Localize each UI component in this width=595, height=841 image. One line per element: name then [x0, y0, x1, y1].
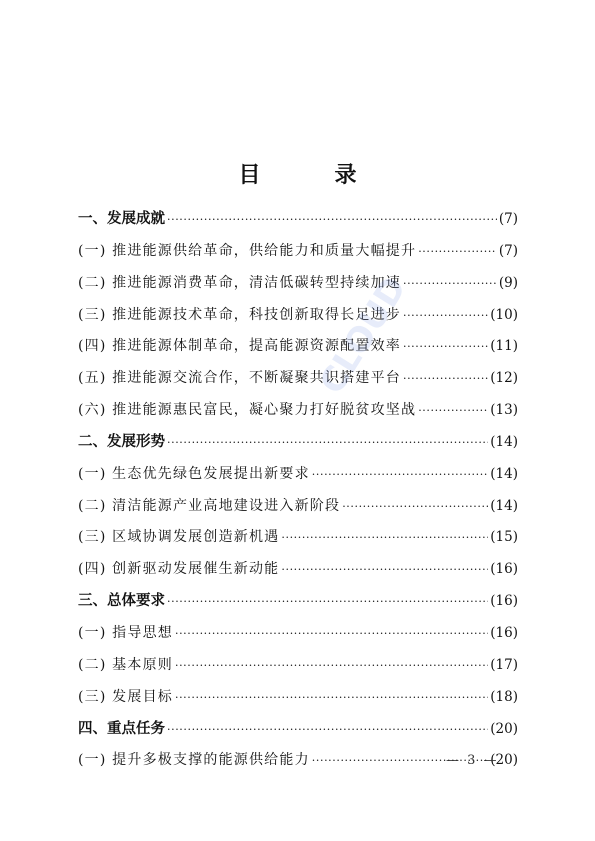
- toc-entry-label: (二) 基本原则: [78, 656, 173, 673]
- toc-entry-page: (10): [490, 306, 518, 323]
- dot-leader: [167, 715, 488, 745]
- dot-leader: [342, 492, 488, 522]
- dot-leader: [175, 619, 488, 649]
- toc-entry-page: (12): [490, 370, 518, 387]
- toc-entry[interactable]: [78, 586, 518, 618]
- watermark: CLOUD: [312, 269, 415, 402]
- toc-entry-label: 四、重点任务: [78, 719, 165, 737]
- toc-entry-page: (7): [498, 211, 518, 227]
- dot-leader: [175, 683, 488, 713]
- page-title: 目 录: [238, 162, 383, 188]
- toc-entry-label: (四) 创新驱动发展催生新动能: [78, 561, 280, 578]
- toc-entry-label: (一) 提升多极支撑的能源供给能力: [78, 752, 310, 769]
- dot-leader: [403, 364, 488, 394]
- toc-entry-page: (16): [490, 593, 518, 610]
- toc-entry-label: 三、总体要求: [78, 592, 165, 610]
- page-number: — 3 —: [446, 753, 499, 768]
- toc-entry[interactable]: [78, 427, 518, 459]
- toc-entry[interactable]: [78, 395, 518, 427]
- toc-entry[interactable]: [78, 522, 518, 554]
- toc-entry-page: (14): [490, 465, 518, 482]
- toc-entry-label: (三) 发展目标: [78, 688, 173, 705]
- dot-leader: [403, 332, 488, 362]
- dot-leader: [312, 460, 489, 490]
- dot-leader: [167, 428, 488, 458]
- dot-leader: [418, 237, 497, 267]
- dot-leader: [403, 301, 488, 331]
- toc-entry-page: (20): [490, 720, 518, 737]
- toc-entry[interactable]: [78, 682, 518, 714]
- toc-entry-label: (三) 区域协调发展创造新机遇: [78, 529, 280, 546]
- toc-entry[interactable]: [78, 236, 518, 268]
- toc-entry[interactable]: [78, 554, 518, 586]
- toc-entry[interactable]: [78, 268, 518, 300]
- toc-entry-label: (二) 推进能源消费革命，清洁低碳转型持续加速: [78, 274, 401, 291]
- toc-entry[interactable]: [78, 204, 518, 236]
- toc-entry-label: (六) 推进能源惠民富民，凝心聚力打好脱贫攻坚战: [78, 402, 417, 419]
- toc-entry[interactable]: [78, 491, 518, 523]
- toc-entry[interactable]: [78, 618, 518, 650]
- toc-entry-label: (一) 指导思想: [78, 624, 173, 641]
- toc-entry-label: (四) 推进能源体制革命，提高能源资源配置效率: [78, 338, 401, 355]
- dot-leader: [167, 587, 488, 617]
- toc-entry-label: (二) 清洁能源产业高地建设进入新阶段: [78, 497, 341, 514]
- dot-leader: [167, 205, 497, 235]
- toc-entry-page: (14): [490, 497, 518, 514]
- toc-entry-page: (7): [498, 242, 518, 259]
- toc-entry-label: 一、发展成就: [78, 210, 165, 227]
- toc-entry[interactable]: [78, 714, 518, 746]
- toc-entry-label: (三) 推进能源技术革命，科技创新取得长足进步: [78, 306, 401, 323]
- toc-entry-page: (13): [490, 402, 518, 419]
- toc-entry-label: (五) 推进能源交流合作，不断凝聚共识搭建平台: [78, 370, 401, 387]
- toc-entry-page: (16): [490, 624, 518, 641]
- toc-entry[interactable]: [78, 650, 518, 682]
- toc-entry-page: (18): [490, 688, 518, 705]
- dot-leader: [403, 269, 497, 299]
- toc-entry[interactable]: [78, 331, 518, 363]
- dot-leader: [418, 396, 488, 426]
- toc-entry[interactable]: [78, 300, 518, 332]
- toc-entry-page: (15): [490, 529, 518, 546]
- toc-entry-label: (一) 生态优先绿色发展提出新要求: [78, 465, 310, 482]
- toc-entry-label: 二、发展形势: [78, 432, 165, 450]
- dot-leader: [281, 523, 488, 553]
- dot-leader: [281, 555, 488, 585]
- table-of-contents: [78, 204, 518, 777]
- toc-entry-page: (14): [490, 433, 518, 450]
- toc-entry-page: (9): [498, 274, 518, 291]
- toc-entry-page: (17): [490, 656, 518, 673]
- toc-entry[interactable]: [78, 363, 518, 395]
- toc-entry-label: (一) 推进能源供给革命，供给能力和质量大幅提升: [78, 242, 417, 259]
- toc-entry[interactable]: [78, 459, 518, 491]
- toc-entry-page: (20): [490, 752, 518, 769]
- dot-leader: [175, 651, 488, 681]
- toc-entry-page: (16): [490, 561, 518, 578]
- toc-entry-page: (11): [490, 338, 518, 355]
